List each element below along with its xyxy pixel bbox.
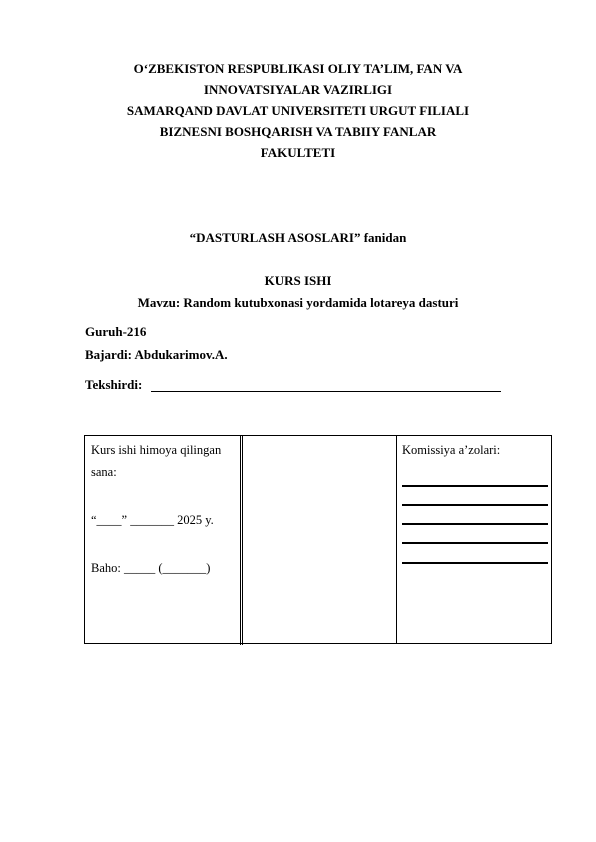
commission-signature-line: [402, 485, 548, 487]
commission-signature-line: [402, 504, 548, 506]
date-line: “____” _______ 2025 y.: [91, 513, 214, 527]
grade-line: Baho: _____ (_______): [91, 561, 211, 575]
column-divider: [240, 436, 241, 645]
header-line-1: O‘ZBEKISTON RESPUBLIKASI OLIY TA’LIM, FAN VA: [133, 61, 463, 76]
defense-table: [84, 435, 552, 644]
commission-label: Komissiya a’zolari:: [402, 443, 501, 457]
commission-signature-line: [402, 562, 548, 564]
header-line-4: BIZNESNI BOSHQARISH VA TABIIY FANLAR: [159, 124, 437, 139]
university-header: [0, 58, 596, 163]
defense-label-date: sana:: [91, 465, 117, 479]
commission-signature-line: [402, 523, 548, 525]
header-line-2: INNOVATSIYALAR VAZIRLIGI: [203, 82, 393, 97]
cell-bottom-line: [85, 643, 242, 644]
subject-title: “DASTURLASH ASOSLARI” fanidan: [189, 230, 407, 245]
performer: Bajardi: Abdukarimov.A.: [85, 347, 228, 362]
header-line-3: SAMARQAND DAVLAT UNIVERSITETI URGUT FILIALI: [126, 103, 470, 118]
header-line-5: FAKULTETI: [260, 145, 336, 160]
column-divider: [242, 436, 243, 645]
checker-signature-line: [151, 391, 501, 392]
checker-label: Tekshirdi:: [85, 377, 143, 392]
column-divider: [396, 436, 397, 643]
work-type: KURS ISHI: [264, 273, 332, 288]
group: Guruh-216: [85, 324, 147, 339]
defense-label: Kurs ishi himoya qilingan: [91, 443, 222, 457]
topic: Mavzu: Random kutubxonasi yordamida lotareya dasturi: [137, 295, 459, 310]
commission-signature-line: [402, 542, 548, 544]
